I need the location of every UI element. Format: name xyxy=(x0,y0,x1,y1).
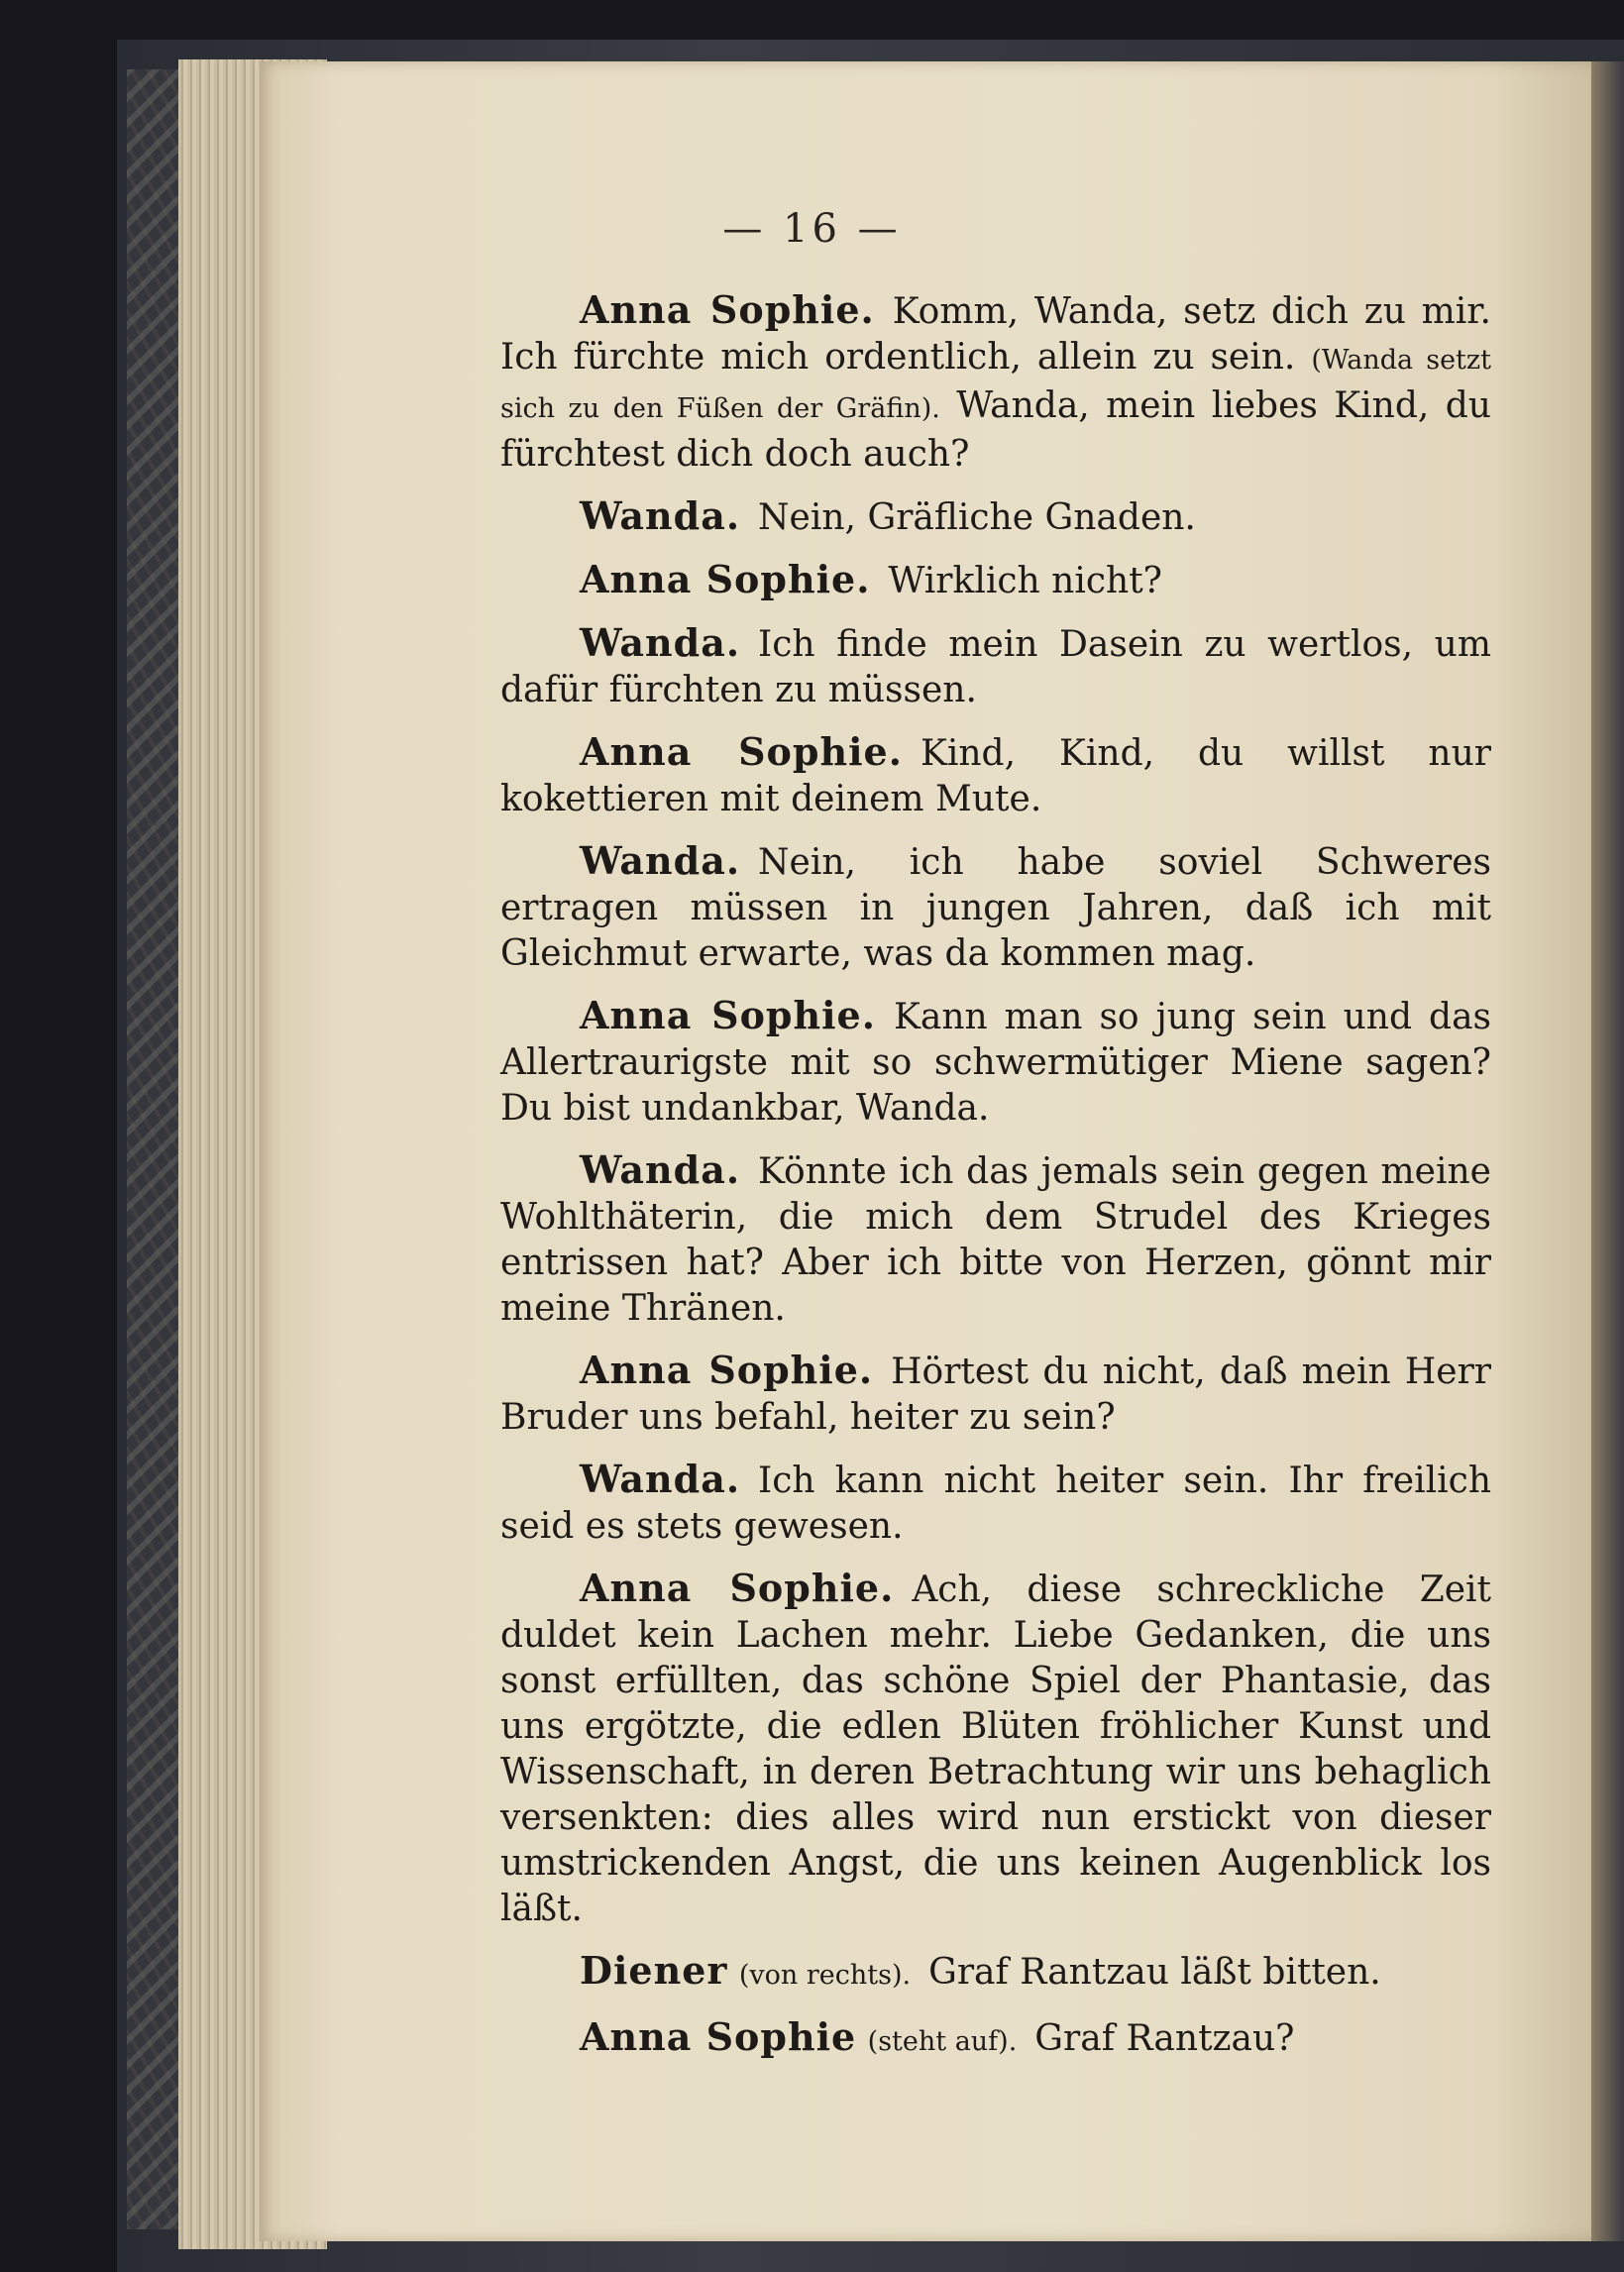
speaker-name: Anna Sophie xyxy=(580,2014,857,2059)
stage-direction: (Wanda setzt sich zu den Füßen der Gräfin). xyxy=(500,345,1491,424)
speaker-name: Anna Sophie. xyxy=(580,1348,874,1392)
dialogue-text: Ich finde mein Dasein zu wertlos, um dafür fürchten zu müssen. xyxy=(500,624,1491,710)
dialogue-paragraph xyxy=(500,493,1491,541)
dialogue-text: Graf Rantzau läßt bitten. xyxy=(928,1952,1381,1993)
dialogue-paragraph xyxy=(500,557,1491,604)
stage-direction: (von rechts). xyxy=(738,1960,912,1991)
speaker-name: Diener xyxy=(580,1948,728,1993)
dialogue-paragraph xyxy=(500,620,1491,713)
speaker-name: Anna Sophie. xyxy=(580,1566,895,1610)
speaker-name: Anna Sophie. xyxy=(580,287,875,332)
dialogue-paragraph xyxy=(500,287,1491,478)
speaker-name: Anna Sophie. xyxy=(580,557,871,601)
dialogue-text: Könnte ich das jemals sein gegen meine Wohlthäterin, die mich dem Strudel des Krieges entrissen hat? Aber ich bitte von Herzen, gönnt mir meine Thränen. xyxy=(500,1151,1491,1329)
dialogue-paragraph xyxy=(500,1147,1491,1332)
speaker-name: Wanda. xyxy=(580,838,741,883)
dialogue-paragraph xyxy=(500,1948,1491,1999)
stage-direction: (steht auf). xyxy=(867,2026,1018,2057)
dialogue-text: Komm, Wanda, setz dich zu mir. Ich fürchte mich ordentlich, allein zu sein. xyxy=(500,291,1491,378)
dialogue-paragraph xyxy=(500,729,1491,822)
dialogue-text: Kind, Kind, du willst nur kokettieren mit deinem Mute. xyxy=(500,733,1492,819)
page-number: — 16 — xyxy=(722,206,902,252)
speaker-name: Wanda. xyxy=(580,1457,741,1501)
dialogue-text: Ich kann nicht heiter sein. Ihr freilich seid es stets gewesen. xyxy=(500,1461,1491,1547)
page-gutter xyxy=(1591,61,1624,2241)
marbled-edge xyxy=(127,69,186,2229)
dialogue-paragraph xyxy=(500,2014,1491,2065)
dialogue-paragraph xyxy=(500,1348,1491,1441)
dialogue-paragraph xyxy=(500,1457,1491,1550)
dialogue-text: Nein, Gräfliche Gnaden. xyxy=(758,497,1196,538)
dialogue-paragraph xyxy=(500,993,1491,1132)
speaker-name: Wanda. xyxy=(580,620,741,665)
dialogue-text: Ach, diese schreckliche Zeit duldet kein Lachen mehr. Liebe Gedanken, die uns sonst erfüllten, das schöne Spiel der Phantasie, das uns ergötzte, die edlen Blüten fröhlicher Kunst und Wissenschaft, in deren Betrachtung wir uns behaglich versenkten: dies alles wird nun erstickt von dieser umstrickenden Angst, die uns keinen Augenblick los läßt. xyxy=(500,1569,1492,1929)
dialogue-paragraph xyxy=(500,1566,1491,1932)
dialogue-text: Graf Rantzau? xyxy=(1034,2018,1295,2059)
speaker-name: Anna Sophie. xyxy=(580,993,876,1037)
dialogue-text: Wanda, mein liebes Kind, du fürchtest dich doch auch? xyxy=(500,385,1491,475)
dialogue-text: Wirklich nicht? xyxy=(888,561,1162,601)
dialogue-text: Hörtest du nicht, daß mein Herr Bruder uns befahl, heiter zu sein? xyxy=(500,1352,1491,1438)
speaker-name: Anna Sophie. xyxy=(580,729,903,774)
dialogue-text: Kann man so jung sein und das Allertraurigste mit so schwermütiger Miene sagen? Du bist undankbar, Wanda. xyxy=(500,997,1492,1129)
speaker-name: Wanda. xyxy=(580,1147,741,1192)
speaker-name: Wanda. xyxy=(580,493,741,538)
page-text xyxy=(500,287,1491,2081)
dialogue-text: Nein, ich habe soviel Schweres ertragen müssen in jungen Jahren, daß ich mit Gleichmut erwarte, was da kommen mag. xyxy=(500,842,1491,974)
dialogue-paragraph xyxy=(500,838,1491,977)
